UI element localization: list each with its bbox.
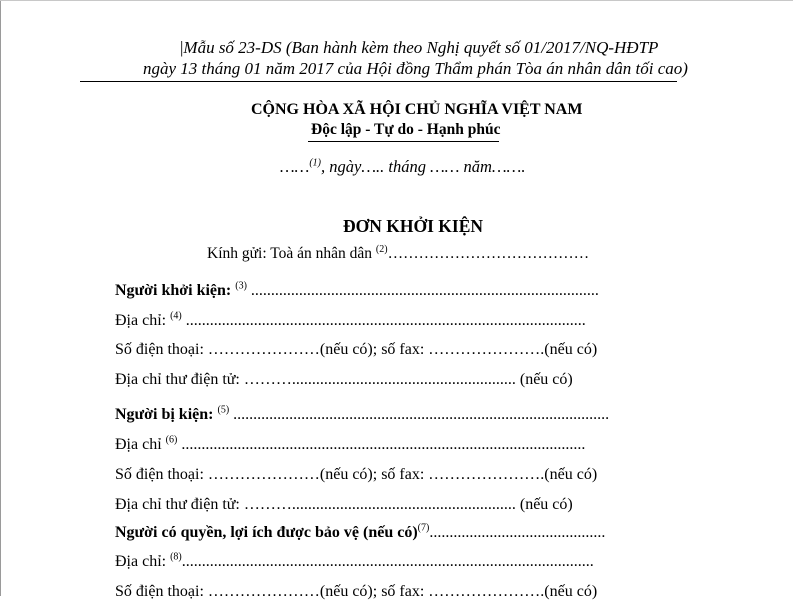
defendant-address-line: Địa chỉ $^{(6)}$ ..................................................................................................... — [115, 434, 586, 453]
footnote-1: (1) — [309, 157, 322, 169]
defendant-address-field[interactable]: ..................................................................................................... — [177, 436, 586, 453]
plaintiff-name-field[interactable]: ....................................................................................... — [246, 282, 599, 299]
footnote-3: (3) — [235, 280, 247, 292]
form-title: ĐƠN KHỞI KIỆN — [343, 216, 484, 236]
defendant-name-line: Người bị kiện: $^{(5)}$ .............................................................................................. — [115, 404, 610, 423]
defendant-phone-line[interactable]: Số điện thoại: …………………(nếu có); số fax: ………………….(nếu có) — [115, 466, 598, 483]
footnote-4: (4) — [170, 310, 182, 322]
text-cursor: | — [180, 38, 184, 57]
protected-party-line: Người có quyền, lợi ích được bảo vệ (nếu có)$^{(7)}$............................................ — [115, 522, 606, 541]
plaintiff-name-line: Người khởi kiện: $^{(3)}$ ....................................................................................... — [115, 280, 599, 299]
plaintiff-address-line: Địa chỉ: $^{(4)}$ .................................................................................................... — [115, 310, 586, 329]
motto-rule — [308, 141, 499, 142]
dateline: ……$^{(1)}$, ngày….. tháng …… năm……. — [280, 157, 526, 176]
defendant-name-field[interactable]: .............................................................................................. — [229, 406, 610, 423]
plaintiff-address-field[interactable]: .................................................................................................... — [181, 312, 586, 329]
form-reference-line-2: ngày 13 tháng 01 năm 2017 của Hội đồng Thẩm phán Tòa án nhân dân tối cao) — [143, 59, 688, 78]
protected-party-phone-line[interactable]: Số điện thoại: …………………(nếu có); số fax: ………………….(nếu có) — [115, 583, 598, 600]
form-reference-line-1: |Mẫu số 23-DS (Ban hành kèm theo Nghị quyết số 01/2017/NQ-HĐTP — [180, 38, 659, 57]
protected-party-address-line: Địa chỉ: $^{(8)}$....................................................................................................... — [115, 551, 594, 570]
page-top-edge — [0, 0, 793, 1]
addressee-field[interactable]: ………………………………… — [387, 245, 590, 262]
plaintiff-email-line[interactable]: Địa chỉ thư điện tử: ………........................................................ (nếu có) — [115, 371, 573, 388]
footnote-6: (6) — [165, 434, 178, 446]
protected-party-address-field[interactable]: ....................................................................................................... — [181, 553, 594, 570]
addressee-line: Kính gửi: Toà án nhân dân $^{(2)}$………………………………… — [207, 243, 590, 262]
national-title: CỘNG HÒA XÃ HỘI CHỦ NGHĨA VIỆT NAM — [251, 101, 583, 118]
page-left-edge — [0, 0, 1, 596]
footnote-2: (2) — [375, 243, 388, 255]
plaintiff-phone-line[interactable]: Số điện thoại: …………………(nếu có); số fax: ………………….(nếu có) — [115, 341, 598, 358]
national-motto: Độc lập - Tự do - Hạnh phúc — [311, 121, 501, 138]
protected-party-field[interactable]: ............................................ — [429, 524, 606, 541]
footnote-8: (8) — [170, 551, 182, 563]
defendant-email-line[interactable]: Địa chỉ thư điện tử: ………........................................................ (nếu có) — [115, 496, 573, 513]
footnote-7: (7) — [417, 522, 430, 534]
header-rule — [80, 81, 677, 82]
footnote-5: (5) — [217, 404, 230, 416]
